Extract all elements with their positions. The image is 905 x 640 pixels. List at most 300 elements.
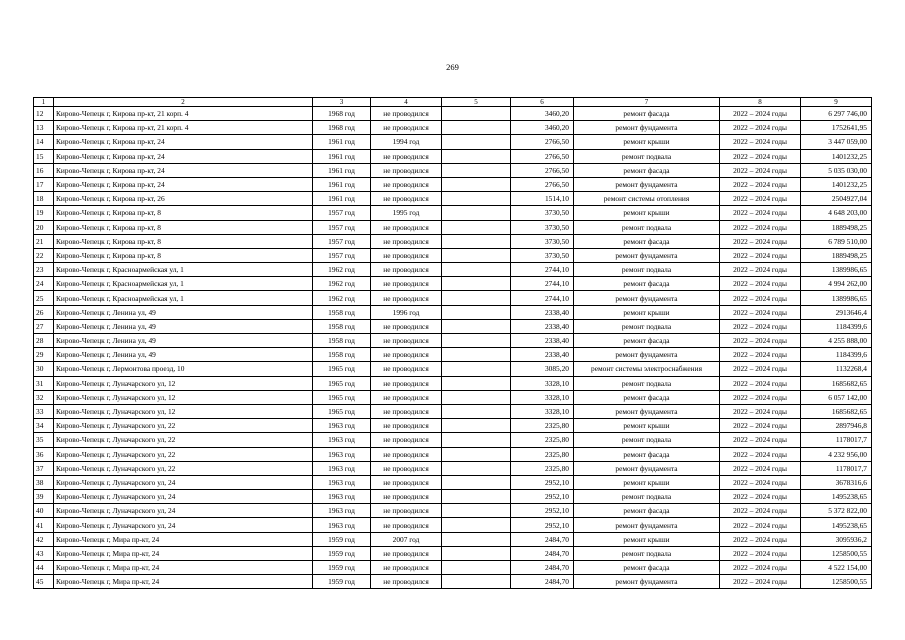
- period-cell: 2022 – 2024 годы: [720, 206, 801, 220]
- empty-cell: [442, 291, 511, 305]
- address-cell: Кирово-Чепецк г, Красноармейская ул, 1: [54, 277, 313, 291]
- table-row: [34, 149, 872, 163]
- address-cell: Кирово-Чепецк г, Кирова пр-кт, 24: [54, 135, 313, 149]
- work-type-cell: ремонт фундамента: [574, 518, 720, 532]
- period-cell: 2022 – 2024 годы: [720, 447, 801, 461]
- built-year-cell: 1963 год: [313, 461, 371, 475]
- work-type-cell: ремонт крыши: [574, 532, 720, 546]
- table-row: [34, 461, 872, 475]
- area-cell: 3328,10: [511, 404, 574, 418]
- empty-cell: [442, 206, 511, 220]
- address-cell: Кирово-Чепецк г, Кирова пр-кт, 26: [54, 192, 313, 206]
- work-type-cell: ремонт фасада: [574, 277, 720, 291]
- row-number-cell: 18: [34, 192, 54, 206]
- last-repair-cell: не проводился: [371, 561, 442, 575]
- row-number-cell: 19: [34, 206, 54, 220]
- cost-cell: 6 057 142,00: [801, 390, 872, 404]
- period-cell: 2022 – 2024 годы: [720, 475, 801, 489]
- last-repair-cell: не проводился: [371, 192, 442, 206]
- cost-cell: 3 447 059,00: [801, 135, 872, 149]
- area-cell: 2744,10: [511, 291, 574, 305]
- address-cell: Кирово-Чепецк г, Ленина ул, 49: [54, 348, 313, 362]
- last-repair-cell: 1994 год: [371, 135, 442, 149]
- built-year-cell: 1965 год: [313, 390, 371, 404]
- table-row: [34, 518, 872, 532]
- built-year-cell: 1957 год: [313, 234, 371, 248]
- cost-cell: 1184399,6: [801, 319, 872, 333]
- empty-cell: [442, 362, 511, 376]
- area-cell: 2952,10: [511, 518, 574, 532]
- last-repair-cell: 1995 год: [371, 206, 442, 220]
- row-number-cell: 35: [34, 433, 54, 447]
- table-row: [34, 504, 872, 518]
- row-number-cell: 27: [34, 319, 54, 333]
- area-cell: 2325,80: [511, 461, 574, 475]
- address-cell: Кирово-Чепецк г, Луначарского ул, 24: [54, 518, 313, 532]
- last-repair-cell: не проводился: [371, 163, 442, 177]
- table-row: [34, 419, 872, 433]
- table-row: [34, 177, 872, 191]
- cost-cell: 1889498,25: [801, 248, 872, 262]
- area-cell: 3730,50: [511, 206, 574, 220]
- row-number-cell: 42: [34, 532, 54, 546]
- address-cell: Кирово-Чепецк г, Луначарского ул, 22: [54, 447, 313, 461]
- area-cell: 2484,70: [511, 561, 574, 575]
- table-row: [34, 532, 872, 546]
- area-cell: 2338,40: [511, 348, 574, 362]
- address-cell: Кирово-Чепецк г, Луначарского ул, 12: [54, 404, 313, 418]
- row-number-cell: 21: [34, 234, 54, 248]
- row-number-cell: 43: [34, 546, 54, 560]
- period-cell: 2022 – 2024 годы: [720, 163, 801, 177]
- cost-cell: 4 994 262,00: [801, 277, 872, 291]
- empty-cell: [442, 263, 511, 277]
- cost-cell: 1495238,65: [801, 518, 872, 532]
- empty-cell: [442, 348, 511, 362]
- cost-cell: 4 648 203,00: [801, 206, 872, 220]
- period-cell: 2022 – 2024 годы: [720, 121, 801, 135]
- built-year-cell: 1957 год: [313, 206, 371, 220]
- period-cell: 2022 – 2024 годы: [720, 305, 801, 319]
- cost-cell: 2504927,04: [801, 192, 872, 206]
- table-row: [34, 490, 872, 504]
- table-row: [34, 362, 872, 376]
- table-row: [34, 277, 872, 291]
- last-repair-cell: не проводился: [371, 177, 442, 191]
- last-repair-cell: 1996 год: [371, 305, 442, 319]
- row-number-cell: 25: [34, 291, 54, 305]
- table-row: [34, 291, 872, 305]
- area-cell: 2766,50: [511, 135, 574, 149]
- last-repair-cell: не проводился: [371, 433, 442, 447]
- empty-cell: [442, 490, 511, 504]
- empty-cell: [442, 305, 511, 319]
- last-repair-cell: не проводился: [371, 518, 442, 532]
- work-type-cell: ремонт подвала: [574, 220, 720, 234]
- area-cell: 3730,50: [511, 248, 574, 262]
- built-year-cell: 1961 год: [313, 149, 371, 163]
- header-cell: 6: [511, 98, 574, 107]
- address-cell: Кирово-Чепецк г, Кирова пр-кт, 8: [54, 220, 313, 234]
- period-cell: 2022 – 2024 годы: [720, 277, 801, 291]
- built-year-cell: 1959 год: [313, 546, 371, 560]
- built-year-cell: 1961 год: [313, 135, 371, 149]
- empty-cell: [442, 163, 511, 177]
- built-year-cell: 1958 год: [313, 319, 371, 333]
- row-number-cell: 14: [34, 135, 54, 149]
- cost-cell: 1178017,7: [801, 433, 872, 447]
- cost-cell: 3095936,2: [801, 532, 872, 546]
- empty-cell: [442, 504, 511, 518]
- table-row: [34, 334, 872, 348]
- row-number-cell: 31: [34, 376, 54, 390]
- built-year-cell: 1965 год: [313, 376, 371, 390]
- address-cell: Кирово-Чепецк г, Кирова пр-кт, 21 корп. 4: [54, 121, 313, 135]
- period-cell: 2022 – 2024 годы: [720, 107, 801, 121]
- built-year-cell: 1963 год: [313, 518, 371, 532]
- cost-cell: 1132268,4: [801, 362, 872, 376]
- cost-cell: 1401232,25: [801, 149, 872, 163]
- work-type-cell: ремонт подвала: [574, 376, 720, 390]
- last-repair-cell: не проводился: [371, 291, 442, 305]
- work-type-cell: ремонт фундамента: [574, 461, 720, 475]
- cost-cell: 6 789 510,00: [801, 234, 872, 248]
- empty-cell: [442, 319, 511, 333]
- work-type-cell: ремонт фасада: [574, 163, 720, 177]
- empty-cell: [442, 390, 511, 404]
- work-type-cell: ремонт системы электроснабжения: [574, 362, 720, 376]
- work-type-cell: ремонт крыши: [574, 475, 720, 489]
- period-cell: 2022 – 2024 годы: [720, 532, 801, 546]
- built-year-cell: 1959 год: [313, 561, 371, 575]
- address-cell: Кирово-Чепецк г, Ленина ул, 49: [54, 334, 313, 348]
- table-row: [34, 121, 872, 135]
- address-cell: Кирово-Чепецк г, Ленина ул, 49: [54, 319, 313, 333]
- period-cell: 2022 – 2024 годы: [720, 419, 801, 433]
- table-row: [34, 546, 872, 560]
- cost-cell: 1685682,65: [801, 376, 872, 390]
- last-repair-cell: не проводился: [371, 546, 442, 560]
- built-year-cell: 1958 год: [313, 334, 371, 348]
- area-cell: 2338,40: [511, 334, 574, 348]
- area-cell: 3730,50: [511, 220, 574, 234]
- built-year-cell: 1961 год: [313, 192, 371, 206]
- period-cell: 2022 – 2024 годы: [720, 348, 801, 362]
- work-type-cell: ремонт фундамента: [574, 575, 720, 589]
- last-repair-cell: не проводился: [371, 390, 442, 404]
- area-cell: 2744,10: [511, 263, 574, 277]
- period-cell: 2022 – 2024 годы: [720, 177, 801, 191]
- area-cell: 1514,10: [511, 192, 574, 206]
- address-cell: Кирово-Чепецк г, Кирова пр-кт, 24: [54, 163, 313, 177]
- built-year-cell: 1968 год: [313, 121, 371, 135]
- header-cell: 5: [442, 98, 511, 107]
- built-year-cell: 1959 год: [313, 532, 371, 546]
- cost-cell: 2913646,4: [801, 305, 872, 319]
- area-cell: 3460,20: [511, 121, 574, 135]
- table-body: [34, 98, 872, 589]
- period-cell: 2022 – 2024 годы: [720, 248, 801, 262]
- last-repair-cell: не проводился: [371, 263, 442, 277]
- period-cell: 2022 – 2024 годы: [720, 433, 801, 447]
- last-repair-cell: 2007 год: [371, 532, 442, 546]
- table-row: [34, 234, 872, 248]
- work-type-cell: ремонт фасада: [574, 561, 720, 575]
- cost-cell: 1889498,25: [801, 220, 872, 234]
- period-cell: 2022 – 2024 годы: [720, 518, 801, 532]
- table-row: [34, 390, 872, 404]
- work-type-cell: ремонт фасада: [574, 447, 720, 461]
- address-cell: Кирово-Чепецк г, Кирова пр-кт, 21 корп. 4: [54, 107, 313, 121]
- work-type-cell: ремонт подвала: [574, 319, 720, 333]
- address-cell: Кирово-Чепецк г, Кирова пр-кт, 8: [54, 206, 313, 220]
- address-cell: Кирово-Чепецк г, Луначарского ул, 12: [54, 376, 313, 390]
- area-cell: 2325,80: [511, 447, 574, 461]
- area-cell: 2484,70: [511, 575, 574, 589]
- area-cell: 2325,80: [511, 419, 574, 433]
- address-cell: Кирово-Чепецк г, Красноармейская ул, 1: [54, 291, 313, 305]
- header-cell: 7: [574, 98, 720, 107]
- built-year-cell: 1959 год: [313, 575, 371, 589]
- empty-cell: [442, 532, 511, 546]
- work-type-cell: ремонт крыши: [574, 135, 720, 149]
- table-row: [34, 206, 872, 220]
- work-type-cell: ремонт крыши: [574, 419, 720, 433]
- built-year-cell: 1961 год: [313, 163, 371, 177]
- row-number-cell: 38: [34, 475, 54, 489]
- row-number-cell: 15: [34, 149, 54, 163]
- address-cell: Кирово-Чепецк г, Лермонтова проезд, 10: [54, 362, 313, 376]
- header-cell: 1: [34, 98, 54, 107]
- address-cell: Кирово-Чепецк г, Кирова пр-кт, 24: [54, 149, 313, 163]
- built-year-cell: 1968 год: [313, 107, 371, 121]
- cost-cell: 1752641,95: [801, 121, 872, 135]
- area-cell: 3460,20: [511, 107, 574, 121]
- row-number-cell: 30: [34, 362, 54, 376]
- built-year-cell: 1963 год: [313, 419, 371, 433]
- period-cell: 2022 – 2024 годы: [720, 404, 801, 418]
- table-row: [34, 163, 872, 177]
- last-repair-cell: не проводился: [371, 575, 442, 589]
- last-repair-cell: не проводился: [371, 447, 442, 461]
- row-number-cell: 13: [34, 121, 54, 135]
- table-row: [34, 319, 872, 333]
- empty-cell: [442, 461, 511, 475]
- table-row: [34, 575, 872, 589]
- empty-cell: [442, 234, 511, 248]
- period-cell: 2022 – 2024 годы: [720, 575, 801, 589]
- table-row: [34, 561, 872, 575]
- row-number-cell: 32: [34, 390, 54, 404]
- last-repair-cell: не проводился: [371, 490, 442, 504]
- period-cell: 2022 – 2024 годы: [720, 362, 801, 376]
- row-number-cell: 17: [34, 177, 54, 191]
- work-type-cell: ремонт подвала: [574, 433, 720, 447]
- last-repair-cell: не проводился: [371, 348, 442, 362]
- row-number-cell: 26: [34, 305, 54, 319]
- cost-cell: 1685682,65: [801, 404, 872, 418]
- table-row: [34, 475, 872, 489]
- address-cell: Кирово-Чепецк г, Кирова пр-кт, 24: [54, 177, 313, 191]
- last-repair-cell: не проводился: [371, 376, 442, 390]
- cost-cell: 5 372 822,00: [801, 504, 872, 518]
- row-number-cell: 36: [34, 447, 54, 461]
- table-row: [34, 305, 872, 319]
- area-cell: 3328,10: [511, 376, 574, 390]
- table-row: [34, 348, 872, 362]
- last-repair-cell: не проводился: [371, 475, 442, 489]
- period-cell: 2022 – 2024 годы: [720, 561, 801, 575]
- address-cell: Кирово-Чепецк г, Мира пр-кт, 24: [54, 546, 313, 560]
- row-number-cell: 45: [34, 575, 54, 589]
- row-number-cell: 16: [34, 163, 54, 177]
- row-number-cell: 20: [34, 220, 54, 234]
- cost-cell: 4 232 956,00: [801, 447, 872, 461]
- work-type-cell: ремонт фасада: [574, 334, 720, 348]
- row-number-cell: 44: [34, 561, 54, 575]
- built-year-cell: 1965 год: [313, 362, 371, 376]
- address-cell: Кирово-Чепецк г, Мира пр-кт, 24: [54, 575, 313, 589]
- built-year-cell: 1963 год: [313, 447, 371, 461]
- last-repair-cell: не проводился: [371, 504, 442, 518]
- built-year-cell: 1963 год: [313, 475, 371, 489]
- empty-cell: [442, 447, 511, 461]
- period-cell: 2022 – 2024 годы: [720, 149, 801, 163]
- table-row: [34, 447, 872, 461]
- row-number-cell: 37: [34, 461, 54, 475]
- last-repair-cell: не проводился: [371, 362, 442, 376]
- period-cell: 2022 – 2024 годы: [720, 234, 801, 248]
- empty-cell: [442, 277, 511, 291]
- address-cell: Кирово-Чепецк г, Луначарского ул, 24: [54, 490, 313, 504]
- cost-cell: 6 297 746,00: [801, 107, 872, 121]
- cost-cell: 5 035 030,00: [801, 163, 872, 177]
- row-number-cell: 28: [34, 334, 54, 348]
- empty-cell: [442, 433, 511, 447]
- built-year-cell: 1958 год: [313, 348, 371, 362]
- empty-cell: [442, 149, 511, 163]
- row-number-cell: 29: [34, 348, 54, 362]
- work-type-cell: ремонт подвала: [574, 263, 720, 277]
- empty-cell: [442, 107, 511, 121]
- address-cell: Кирово-Чепецк г, Луначарского ул, 22: [54, 461, 313, 475]
- cost-cell: 4 522 154,00: [801, 561, 872, 575]
- empty-cell: [442, 404, 511, 418]
- period-cell: 2022 – 2024 годы: [720, 376, 801, 390]
- cost-cell: 1389986,65: [801, 263, 872, 277]
- row-number-cell: 39: [34, 490, 54, 504]
- header-cell: 3: [313, 98, 371, 107]
- address-cell: Кирово-Чепецк г, Мира пр-кт, 24: [54, 561, 313, 575]
- period-cell: 2022 – 2024 годы: [720, 490, 801, 504]
- row-number-cell: 24: [34, 277, 54, 291]
- empty-cell: [442, 177, 511, 191]
- built-year-cell: 1962 год: [313, 263, 371, 277]
- address-cell: Кирово-Чепецк г, Луначарского ул, 24: [54, 504, 313, 518]
- address-cell: Кирово-Чепецк г, Луначарского ул, 22: [54, 433, 313, 447]
- work-type-cell: ремонт фундамента: [574, 404, 720, 418]
- address-cell: Кирово-Чепецк г, Луначарского ул, 22: [54, 419, 313, 433]
- table-row: [34, 135, 872, 149]
- cost-cell: 1401232,25: [801, 177, 872, 191]
- last-repair-cell: не проводился: [371, 234, 442, 248]
- area-cell: 2338,40: [511, 305, 574, 319]
- work-type-cell: ремонт подвала: [574, 546, 720, 560]
- cost-cell: 2897946,8: [801, 419, 872, 433]
- work-type-cell: ремонт крыши: [574, 305, 720, 319]
- period-cell: 2022 – 2024 годы: [720, 546, 801, 560]
- last-repair-cell: не проводился: [371, 149, 442, 163]
- period-cell: 2022 – 2024 годы: [720, 390, 801, 404]
- row-number-cell: 34: [34, 419, 54, 433]
- table-row: [34, 433, 872, 447]
- empty-cell: [442, 518, 511, 532]
- address-cell: Кирово-Чепецк г, Мира пр-кт, 24: [54, 532, 313, 546]
- work-type-cell: ремонт фундамента: [574, 291, 720, 305]
- period-cell: 2022 – 2024 годы: [720, 135, 801, 149]
- address-cell: Кирово-Чепецк г, Ленина ул, 49: [54, 305, 313, 319]
- cost-cell: 1258500,55: [801, 575, 872, 589]
- built-year-cell: 1965 год: [313, 404, 371, 418]
- address-cell: Кирово-Чепецк г, Луначарского ул, 24: [54, 475, 313, 489]
- built-year-cell: 1963 год: [313, 504, 371, 518]
- table-row: [34, 248, 872, 262]
- empty-cell: [442, 575, 511, 589]
- work-type-cell: ремонт крыши: [574, 206, 720, 220]
- work-type-cell: ремонт фасада: [574, 390, 720, 404]
- work-type-cell: ремонт фундамента: [574, 177, 720, 191]
- address-cell: Кирово-Чепецк г, Красноармейская ул, 1: [54, 263, 313, 277]
- work-type-cell: ремонт подвала: [574, 490, 720, 504]
- cost-cell: 1389986,65: [801, 291, 872, 305]
- area-cell: 3328,10: [511, 390, 574, 404]
- empty-cell: [442, 121, 511, 135]
- period-cell: 2022 – 2024 годы: [720, 461, 801, 475]
- built-year-cell: 1962 год: [313, 277, 371, 291]
- last-repair-cell: не проводился: [371, 404, 442, 418]
- cost-cell: 3678316,6: [801, 475, 872, 489]
- area-cell: 2484,70: [511, 546, 574, 560]
- area-cell: 2952,10: [511, 504, 574, 518]
- last-repair-cell: не проводился: [371, 461, 442, 475]
- cost-cell: 1258500,55: [801, 546, 872, 560]
- last-repair-cell: не проводился: [371, 319, 442, 333]
- empty-cell: [442, 334, 511, 348]
- period-cell: 2022 – 2024 годы: [720, 319, 801, 333]
- row-number-cell: 33: [34, 404, 54, 418]
- table-row: [34, 107, 872, 121]
- period-cell: 2022 – 2024 годы: [720, 192, 801, 206]
- row-number-cell: 23: [34, 263, 54, 277]
- header-cell: 4: [371, 98, 442, 107]
- empty-cell: [442, 475, 511, 489]
- row-number-cell: 40: [34, 504, 54, 518]
- work-type-cell: ремонт фундамента: [574, 248, 720, 262]
- row-number-cell: 41: [34, 518, 54, 532]
- empty-cell: [442, 248, 511, 262]
- last-repair-cell: не проводился: [371, 419, 442, 433]
- area-cell: 3730,50: [511, 234, 574, 248]
- header-cell: 2: [54, 98, 313, 107]
- last-repair-cell: не проводился: [371, 277, 442, 291]
- last-repair-cell: не проводился: [371, 248, 442, 262]
- area-cell: 2766,50: [511, 163, 574, 177]
- empty-cell: [442, 192, 511, 206]
- row-number-cell: 22: [34, 248, 54, 262]
- header-row: [34, 98, 872, 107]
- header-cell: 8: [720, 98, 801, 107]
- table-row: [34, 192, 872, 206]
